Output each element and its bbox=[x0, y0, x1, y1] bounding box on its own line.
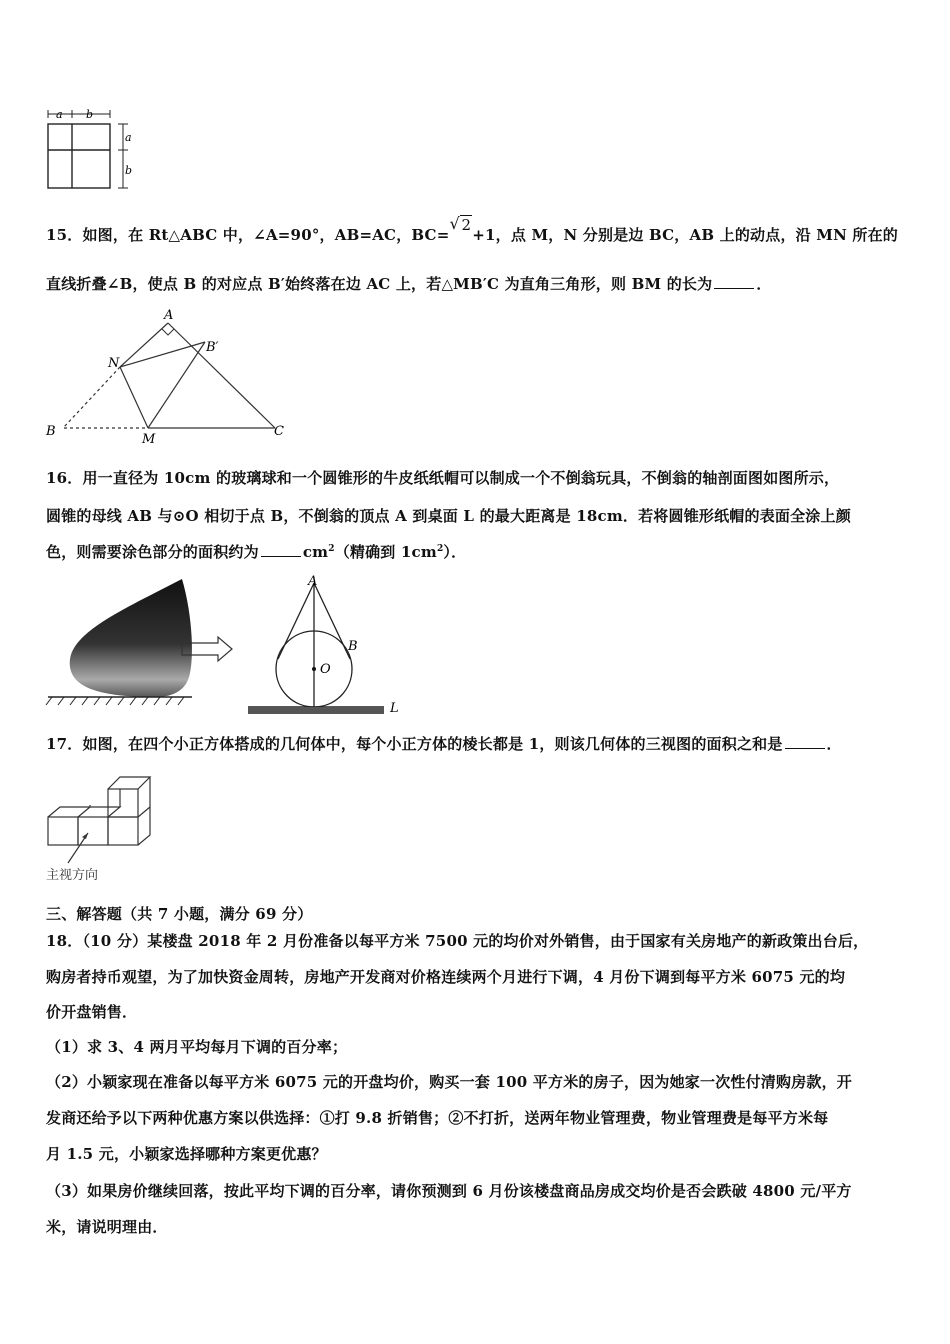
tumbler-label-l: L bbox=[390, 701, 399, 716]
q18-part1-text: （1）求 3、4 两月平均每月下调的百分率； bbox=[46, 1038, 348, 1056]
grid-label-a2: a bbox=[125, 131, 132, 144]
q18-part2-line1 bbox=[46, 1071, 852, 1092]
q15-text-b: +1，点 M，N 分别是边 BC，AB 上的动点，沿 MN 所在的 bbox=[472, 226, 899, 244]
tri-label-c: C bbox=[274, 424, 284, 439]
q16-text-3b: cm bbox=[302, 543, 329, 561]
q18-line1 bbox=[46, 930, 868, 951]
grid-label-b2: b bbox=[125, 164, 133, 177]
q18-text-1: 18．（10 分）某楼盘 2018 年 2 月份准备以每平方米 7500 元的均价对外销售，由于国家有关房地产的新政策出台后， bbox=[46, 932, 869, 950]
tri-label-bp: B′ bbox=[206, 340, 219, 355]
cubes-caption: 主视方向 bbox=[46, 868, 99, 883]
q18-part2-line2 bbox=[46, 1107, 828, 1128]
grid-label-b1: b bbox=[86, 108, 94, 121]
q17-answer-blank[interactable] bbox=[785, 733, 825, 749]
q16-text-3c: （精确到 1cm bbox=[334, 543, 437, 561]
q18-text-2: 购房者持币观望，为了加快资金周转，房地产开发商对价格连续两个月进行下调，4 月份下调到每平方米 6075 元的均 bbox=[46, 968, 846, 986]
q15-text-a: 15．如图，在 Rt△ABC 中，∠A=90°，AB=AC，BC= bbox=[46, 226, 450, 244]
q15-answer-blank[interactable] bbox=[714, 273, 754, 289]
tumbler-label-b: B bbox=[348, 639, 358, 654]
q15-line2 bbox=[46, 273, 772, 294]
q18-line3 bbox=[46, 1001, 137, 1022]
q16-sup-a: 2 bbox=[328, 544, 335, 554]
q18-part2-line3 bbox=[46, 1143, 327, 1164]
q17-text-b: ． bbox=[826, 735, 842, 753]
q16-text-3d: ）． bbox=[443, 543, 467, 561]
q16-line3 bbox=[46, 541, 466, 562]
q15-sqrt: √ 2 bbox=[449, 214, 472, 234]
q15-sqrt-value: 2 bbox=[461, 216, 472, 234]
q18-part3-text-2: 米，请说明理由． bbox=[46, 1218, 168, 1236]
q15-line1 bbox=[46, 214, 899, 245]
tri-label-n: N bbox=[108, 356, 120, 371]
tumbler-figure bbox=[42, 573, 422, 721]
tri-label-a: A bbox=[164, 308, 174, 323]
q17-line1 bbox=[46, 733, 842, 754]
section3-title-text: 三、解答题（共 7 小题，满分 69 分） bbox=[46, 905, 313, 923]
q18-line2 bbox=[46, 966, 845, 987]
q18-part1 bbox=[46, 1036, 347, 1057]
tumbler-label-o: O bbox=[320, 662, 331, 677]
q16-text-2: 圆锥的母线 AB 与⊙O 相切于点 B，不倒翁的顶点 A 到桌面 L 的最大距离是 18cm．若将圆锥形纸帽的表面全涂上颜 bbox=[46, 507, 851, 525]
q18-part3-line2 bbox=[46, 1216, 168, 1237]
grid-label-a1: a bbox=[56, 108, 63, 121]
q17-text-a: 17．如图，在四个小正方体搭成的几何体中，每个小正方体的棱长都是 1，则该几何体的三视图的面积之和是 bbox=[46, 735, 783, 753]
q18-part3-text-1: （3）如果房价继续回落，按此平均下调的百分率，请你预测到 6 月份该楼盘商品房成交均价是否会跌破 4800 元/平方 bbox=[46, 1182, 852, 1200]
q16-line2 bbox=[46, 505, 851, 526]
q15-text-d: ． bbox=[756, 275, 772, 293]
cubes-figure bbox=[44, 771, 164, 885]
triangle-figure bbox=[40, 305, 300, 450]
q16-text-3a: 色，则需要涂色部分的面积约为 bbox=[46, 543, 259, 561]
q16-line1 bbox=[46, 467, 839, 488]
q18-text-3: 价开盘销售． bbox=[46, 1003, 138, 1021]
tri-label-m: M bbox=[142, 432, 156, 447]
q16-text-1: 16．用一直径为 10cm 的玻璃球和一个圆锥形的牛皮纸纸帽可以制成一个不倒翁玩具，不倒翁的轴剖面图如图所示， bbox=[46, 469, 840, 487]
section3-title bbox=[46, 903, 312, 924]
tri-label-b: B bbox=[46, 424, 56, 439]
q15-text-c: 直线折叠∠B，使点 B 的对应点 B′始终落在边 AC 上，若△MB′C 为直角三角形，则 BM 的长为 bbox=[46, 275, 713, 293]
tumbler-label-a: A bbox=[308, 574, 318, 589]
q18-part2-text-1: （2）小颖家现在准备以每平方米 6075 元的开盘均价，购买一套 100 平方米的房子，因为她家一次性付清购房款，开 bbox=[46, 1073, 852, 1091]
tumbler-photo bbox=[70, 579, 192, 697]
q16-answer-blank[interactable] bbox=[261, 541, 301, 557]
q18-part2-text-2: 发商还给予以下两种优惠方案以供选择：①打 9.8 折销售；②不打折，送两年物业管理费，物业管理费是每平方米每 bbox=[46, 1109, 829, 1127]
grid-figure bbox=[44, 104, 136, 192]
q18-part2-text-3: 月 1.5 元，小颖家选择哪种方案更优惠？ bbox=[46, 1145, 327, 1163]
q16-sup-b: 2 bbox=[436, 544, 444, 554]
q18-part3-line1 bbox=[46, 1180, 852, 1201]
